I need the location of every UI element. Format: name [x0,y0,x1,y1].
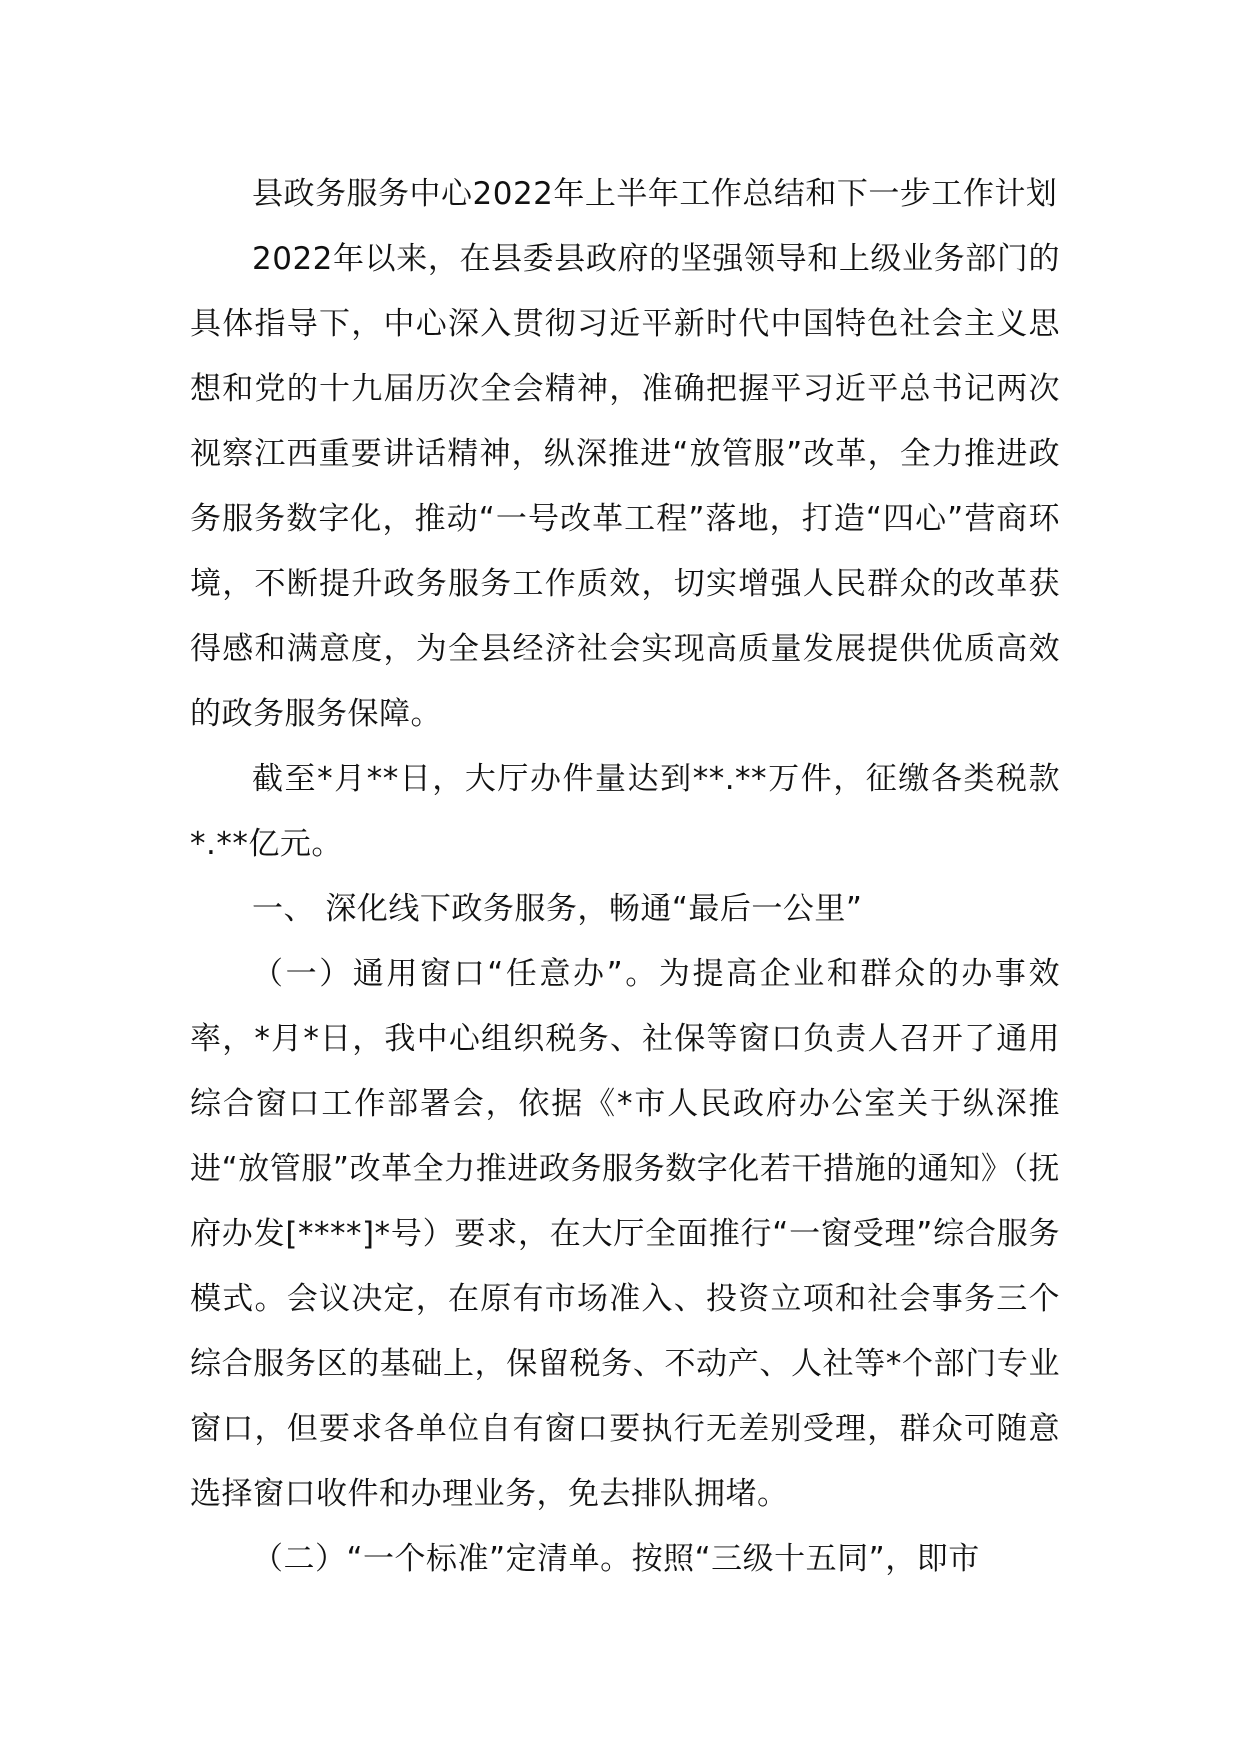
document-title: 县政务服务中心2022年上半年工作总结和下一步工作计划 [252,176,1058,212]
section-heading-1: 一、 深化线下政务服务，畅通“最后一公里” [252,891,863,927]
subsection-paragraph-1: （一）通用窗口“任意办”。为提高企业和群众的办事效率，*月*日，我中心组织税务、社保等窗口负责人召开了通用综合窗口工作部署会，依据《*市人民政府办公室关于纵深推进“放管服”改革全力推进政务服务数字化若干措施的通知》（抚府办发[****]*号）要求，在大厅全面推行“一窗受理”综合服务模式。会议决定，在原有市场准入、投资立项和社会事务三个综合服务区的基础上，保留税务、不动产、人社等*个部门专业窗口，但要求各单位自有窗口要执行无差别受理，群众可随意选择窗口收件和办理业务，免去排队拥堵。 [190,956,1060,1512]
intro-paragraph: 2022年以来，在县委县政府的坚强领导和上级业务部门的具体指导下，中心深入贯彻习近平新时代中国特色社会主义思想和党的十九届历次全会精神，准确把握平习近平总书记两次视察江西重要讲话精神，纵深推进“放管服”改革，全力推进政务服务数字化，推动“一号改革工程”落地，打造“四心”营商环境，不断提升政务服务工作质效，切实增强人民群众的改革获得感和满意度，为全县经济社会实现高质量发展提供优质高效的政务服务保障。 [190,241,1060,732]
stats-paragraph: 截至*月**日，大厅办件量达到**.**万件，征缴各类税款*.**亿元。 [190,761,1060,862]
subsection-paragraph-2: （二）“一个标准”定清单。按照“三级十五同”，即市 [252,1541,980,1577]
document-body [190,162,1060,1592]
